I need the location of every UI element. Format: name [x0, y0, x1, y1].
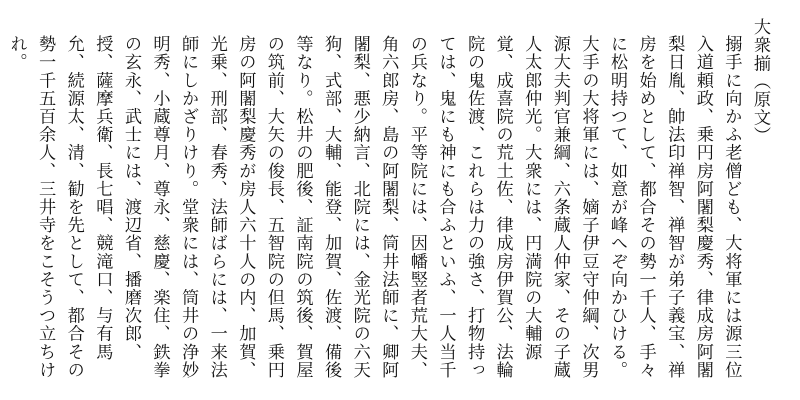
paragraph-1: 搦手に向かふ老僧ども、大将軍には源三位入道頼政、乗円房阿闍梨慶秀、律成房阿闍梨日胤、帥法印禅智、禅智が弟子義宝、禅房を始めとして、都合その勢一千人、手々に松明持つて、如意が峰へぞ向かひける。	[607, 35, 742, 379]
vertical-text-body	[2, 18, 774, 388]
paragraph-2: 大手の大将軍には、嫡子伊豆守仲綱、次男源大夫判官兼綱、六条蔵人仲家、その子蔵人太郎仲光。大衆には、円満院の大輔源覚、成喜院の荒土佐、律成房伊賀公、法輪院の鬼佐渡、これらは力の強さ、打物持っては、鬼にも神にも合ふといふ、一人当千の兵なり。平等院には、因幡竪者荒大夫、角六郎房、島の阿闍梨、筒井法師に、卿阿闍梨、悪少納言、北院には、金光院の六天狗、式部、大輔、能登、加賀、佐渡、備後等なり。松井の肥後、証南院の筑後、賀屋の筑前、大矢の俊長、五智院の但馬、乗円房の阿闍梨慶秀が房人六十人の内、加賀、光乗、刑部、春秀、法師ばらには、一来法師にしかざりけり。堂衆には、筒井の浄妙明秀、小蔵尊月、尊永、慈慶、楽住、鉄拳の玄永、武士には、渡辺省、播磨次郎、授、薩摩兵衛、長七唱、競滝口、与有馬允、続源太、清、勧を先として、都合その勢一千五百余人、三井寺をこそうつ立ちけれ。	[6, 35, 599, 379]
document-title: 大衆揃（原文）	[750, 18, 770, 145]
